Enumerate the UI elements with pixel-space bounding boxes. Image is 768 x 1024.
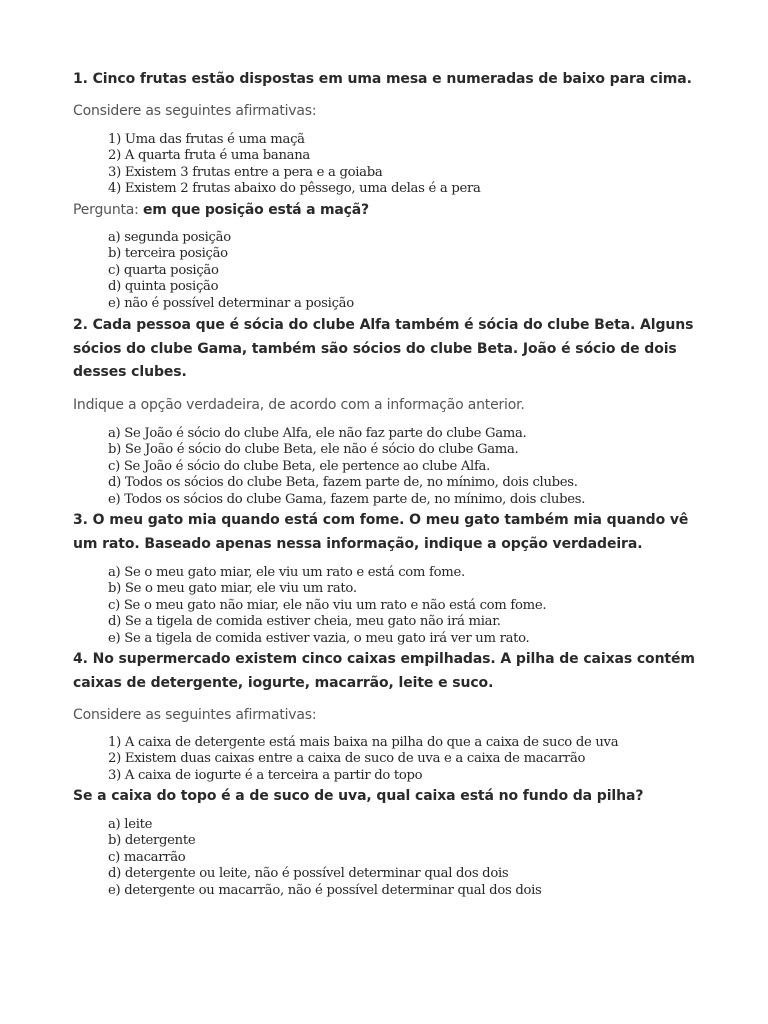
list-item: a) Se o meu gato miar, ele viu um rato e está com fome. bbox=[108, 565, 465, 580]
list-item: a) segunda posição bbox=[108, 230, 231, 245]
list-item: 3) Existem 3 frutas entre a pera e a goiaba bbox=[108, 164, 383, 180]
q1-statements bbox=[108, 132, 708, 198]
list-item: 1) A caixa de detergente está mais baixa na pilha do que a caixa de suco de uva bbox=[108, 735, 619, 750]
q2-intro: Indique a opção verdadeira, de acordo com a informação anterior. bbox=[73, 397, 525, 413]
q4-question: Se a caixa do topo é a de suco de uva, qual caixa está no fundo da pilha? bbox=[73, 788, 644, 804]
list-item: b) terceira posição bbox=[108, 246, 228, 262]
list-item: 4) Existem 2 frutas abaixo do pêssego, uma delas é a pera bbox=[108, 181, 481, 197]
list-item: b) Se João é sócio do clube Beta, ele não é sócio do clube Gama. bbox=[108, 442, 519, 458]
q1-intro: Considere as seguintes afirmativas: bbox=[73, 103, 317, 119]
list-item: c) quarta posição bbox=[108, 262, 219, 278]
q4-statements bbox=[108, 735, 708, 784]
q4-intro: Considere as seguintes afirmativas: bbox=[73, 707, 317, 723]
list-item: c) macarrão bbox=[108, 849, 186, 865]
list-item: d) Todos os sócios do clube Beta, fazem parte de, no mínimo, dois clubes. bbox=[108, 475, 578, 491]
list-item: b) Se o meu gato miar, ele viu um rato. bbox=[108, 581, 357, 597]
q1-question-prefix: Pergunta: bbox=[73, 202, 143, 218]
list-item: a) Se João é sócio do clube Alfa, ele não faz parte do clube Gama. bbox=[108, 426, 527, 441]
list-item: e) detergente ou macarrão, não é possível determinar qual dos dois bbox=[108, 882, 542, 898]
list-item: b) detergente bbox=[108, 833, 196, 849]
list-item: 3) A caixa de iogurte é a terceira a partir do topo bbox=[108, 767, 423, 783]
list-item: 2) A quarta fruta é uma banana bbox=[108, 148, 310, 164]
list-item: e) Se a tigela de comida estiver vazia, o meu gato irá ver um rato. bbox=[108, 630, 530, 646]
q1-question-bold: em que posição está a maçã? bbox=[142, 202, 369, 218]
list-item: c) Se o meu gato não miar, ele não viu um rato e não está com fome. bbox=[108, 597, 547, 613]
list-item: e) não é possível determinar a posição bbox=[108, 295, 354, 311]
list-item: d) quinta posição bbox=[108, 279, 219, 295]
q3-title: 3. O meu gato mia quando está com fome. O meu gato também mia quando vê um rato. Baseado apenas nessa informação, indique a opção verdadeira. bbox=[73, 512, 689, 552]
list-item: a) leite bbox=[108, 817, 153, 832]
q3-options bbox=[108, 565, 708, 647]
list-item: 1) Uma das frutas é uma maçã bbox=[108, 132, 305, 147]
list-item: d) detergente ou leite, não é possível determinar qual dos dois bbox=[108, 866, 509, 882]
q1-options bbox=[108, 230, 708, 312]
list-item: 2) Existem duas caixas entre a caixa de suco de uva e a caixa de macarrão bbox=[108, 751, 586, 767]
q1-title: 1. Cinco frutas estão dispostas em uma mesa e numeradas de baixo para cima. bbox=[73, 71, 692, 87]
list-item: d) Se a tigela de comida estiver cheia, meu gato não irá miar. bbox=[108, 614, 501, 630]
q2-title: 2. Cada pessoa que é sócia do clube Alfa também é sócia do clube Beta. Alguns sócios do clube Gama, também são sócios do clube Beta. João é sócio de dois desses clubes. bbox=[73, 317, 694, 380]
list-item: e) Todos os sócios do clube Gama, fazem parte de, no mínimo, dois clubes. bbox=[108, 491, 586, 507]
q4-options bbox=[108, 817, 708, 899]
q4-title: 4. No supermercado existem cinco caixas empilhadas. A pilha de caixas contém caixas de detergente, iogurte, macarrão, leite e suco. bbox=[73, 651, 695, 691]
list-item: c) Se João é sócio do clube Beta, ele pertence ao clube Alfa. bbox=[108, 458, 491, 474]
q2-options bbox=[108, 426, 708, 508]
q1-question bbox=[73, 201, 713, 219]
